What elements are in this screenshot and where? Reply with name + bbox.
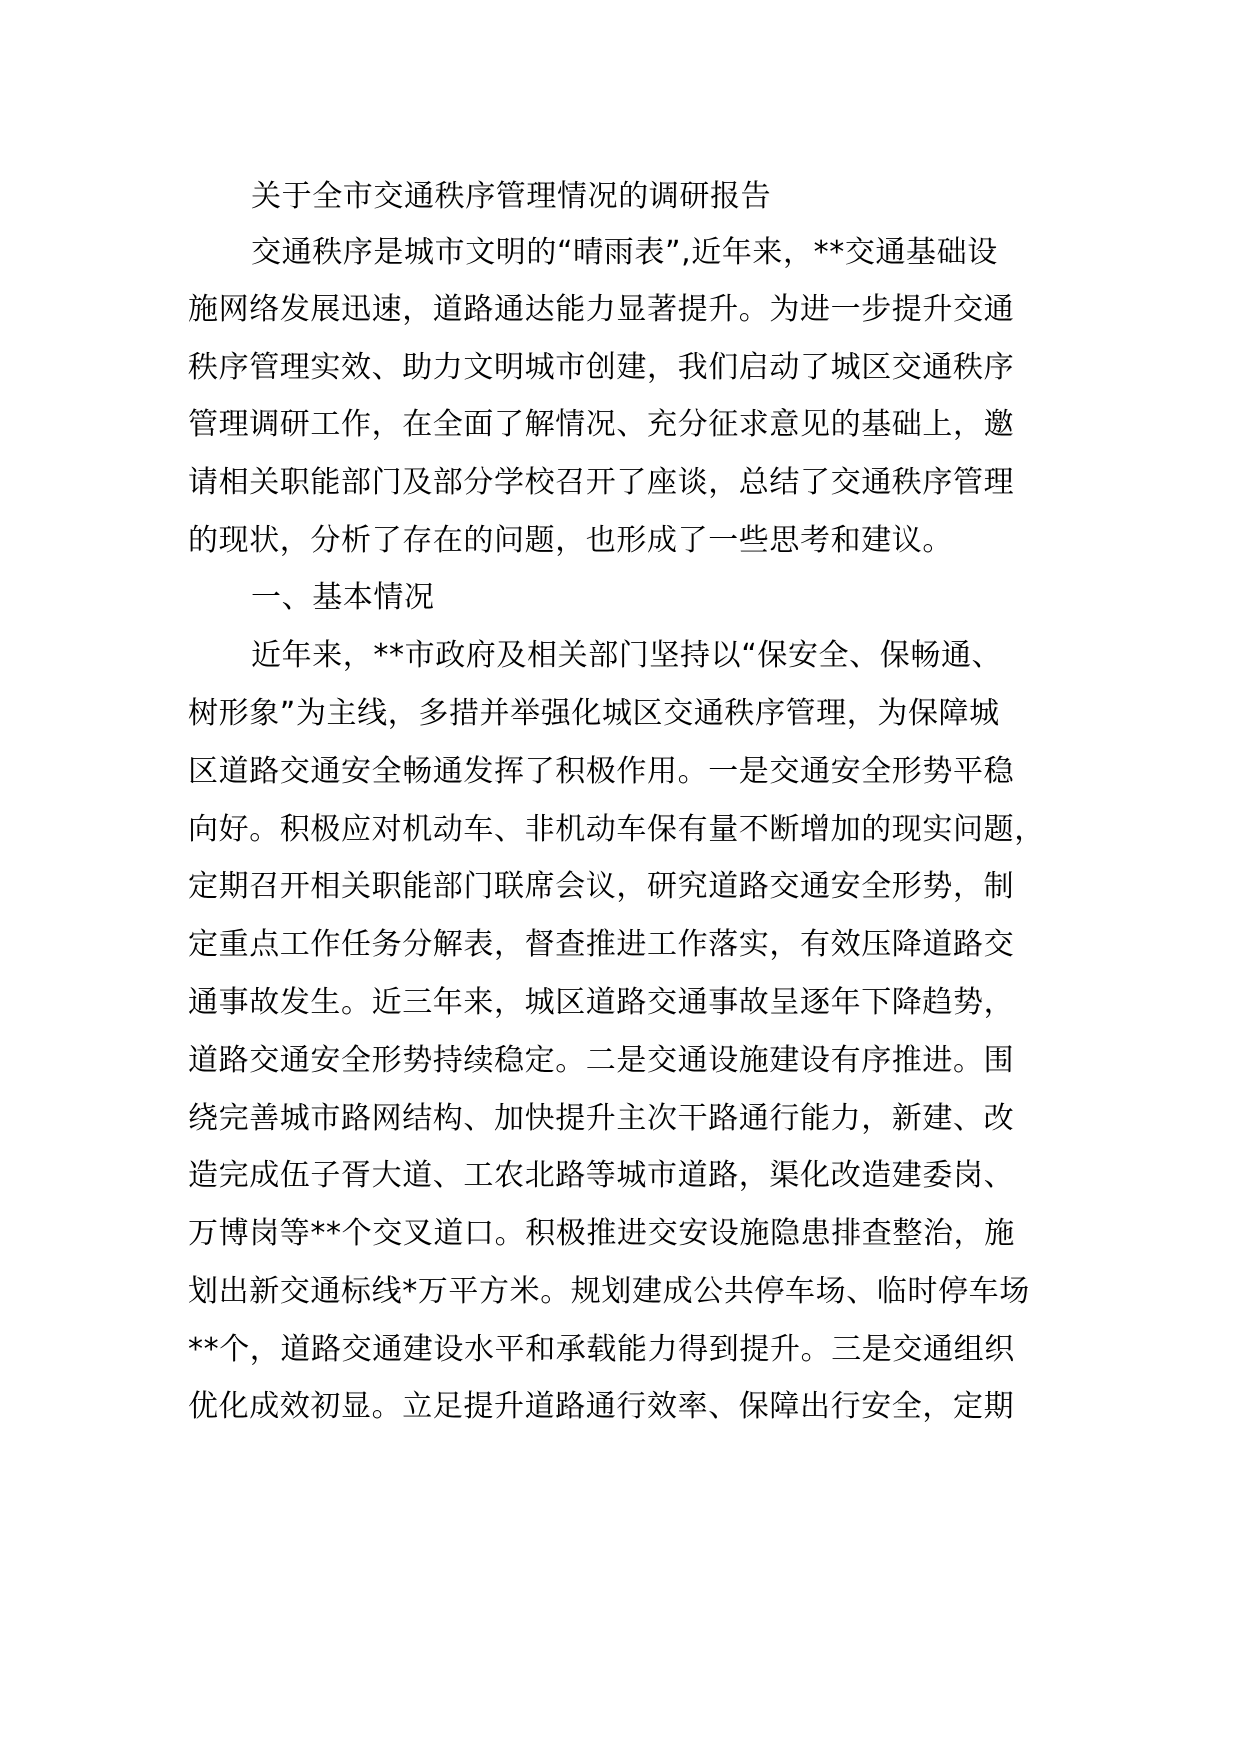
paragraph-line: 优化成效初显。立足提升道路通行效率、保障出行安全，定期 <box>188 1389 1015 1424</box>
paragraph-line: 绕完善城市路网结构、加快提升主次干路通行能力，新建、改 <box>188 1101 1015 1136</box>
paragraph-line: **个，道路交通建设水平和承载能力得到提升。三是交通组织 <box>188 1332 1015 1367</box>
document-title: 关于全市交通秩序管理情况的调研报告 <box>251 179 772 214</box>
paragraph-line: 秩序管理实效、助力文明城市创建，我们启动了城区交通秩序 <box>188 350 1015 385</box>
paragraph-line: 定重点工作任务分解表，督查推进工作落实，有效压降道路交 <box>188 927 1015 962</box>
paragraph-line: 道路交通安全形势持续稳定。二是交通设施建设有序推进。围 <box>188 1043 1015 1078</box>
section-heading: 一、基本情况 <box>251 580 435 615</box>
paragraph-line: 施网络发展迅速，道路通达能力显著提升。为进一步提升交通 <box>188 292 1015 327</box>
paragraph-line: 近年来，**市政府及相关部门坚持以“保安全、保畅通、 <box>251 638 1003 673</box>
paragraph-line: 万博岗等**个交叉道口。积极推进交安设施隐患排查整治，施 <box>188 1216 1015 1251</box>
paragraph-line: 向好。积极应对机动车、非机动车保有量不断增加的现实问题， <box>188 812 1045 847</box>
paragraph-line: 定期召开相关职能部门联席会议，研究道路交通安全形势，制 <box>188 869 1015 904</box>
paragraph-line: 划出新交通标线*万平方米。规划建成公共停车场、临时停车场 <box>188 1274 1030 1309</box>
paragraph-line: 通事故发生。近三年来，城区道路交通事故呈逐年下降趋势， <box>188 985 1015 1020</box>
paragraph-line: 管理调研工作，在全面了解情况、充分征求意见的基础上，邀 <box>188 407 1015 442</box>
paragraph-line: 树形象”为主线，多措并举强化城区交通秩序管理，为保障城 <box>188 696 1000 731</box>
paragraph-line: 造完成伍子胥大道、工农北路等城市道路，渠化改造建委岗、 <box>188 1158 1015 1193</box>
paragraph-line: 区道路交通安全畅通发挥了积极作用。一是交通安全形势平稳 <box>188 754 1015 789</box>
paragraph-line: 交通秩序是城市文明的“晴雨表”,近年来，**交通基础设 <box>251 235 998 270</box>
paragraph-line: 的现状，分析了存在的问题，也形成了一些思考和建议。 <box>188 523 953 558</box>
paragraph-line: 请相关职能部门及部分学校召开了座谈，总结了交通秩序管理 <box>188 465 1015 500</box>
